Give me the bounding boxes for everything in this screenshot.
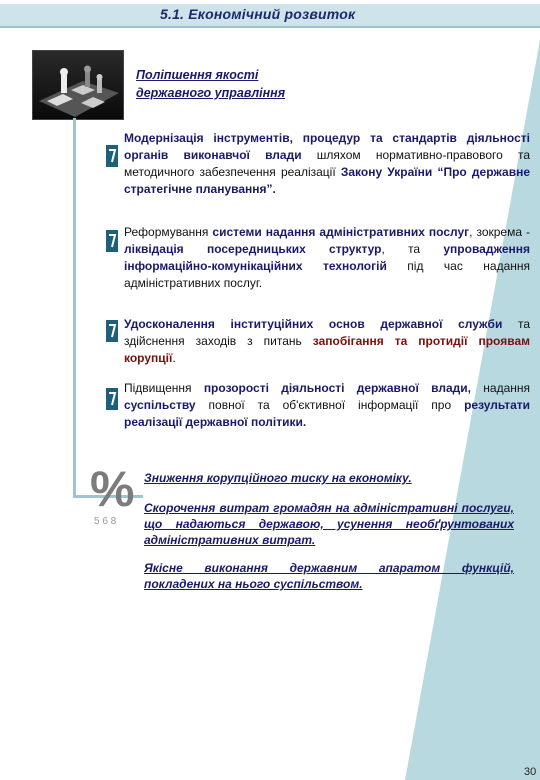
p3-red-1: запобігання та протидії проявам корупції xyxy=(124,334,530,365)
paragraph-reform xyxy=(124,224,530,292)
section-heading[interactable] xyxy=(136,66,326,102)
link-reduce-costs[interactable]: Скорочення витрат громадян на адміністративні послуги, що надаються державою, усунення необґрунтованих адміністративних витрат. xyxy=(144,501,514,547)
heading-line-1: Поліпшення якості xyxy=(136,68,259,82)
paragraph-modernization xyxy=(124,130,530,198)
p4-bold-3: результати реалізації державної політики. xyxy=(124,398,530,429)
p2-text-4: під час надання адміністративних послуг. xyxy=(124,259,530,290)
percent-icon xyxy=(88,460,140,530)
arrow-bullet-icon xyxy=(106,320,118,342)
p1-bold-1: Модернізація інструментів, процедур та стандартів діяльності органів виконавчої влади xyxy=(124,131,530,162)
page-number: 30 xyxy=(524,766,537,778)
connector-vertical-line xyxy=(73,118,76,498)
p2-bold-2: ліквідація посередницьких структур xyxy=(124,242,382,256)
heading-line-2: державного управління xyxy=(136,86,286,100)
page-title: 5.1. Економічний розвиток xyxy=(160,6,356,22)
p3-text-1: та здійснення заходів з питань xyxy=(124,317,531,348)
p4-text-1: Підвищення xyxy=(124,381,204,395)
svg-text:%: % xyxy=(90,461,135,517)
p2-text-3: , та xyxy=(381,242,444,256)
arrow-bullet-icon xyxy=(106,230,118,252)
p2-bold-1: системи надання адміністративних послуг xyxy=(212,225,470,239)
p3-text-2: . xyxy=(172,351,176,365)
paragraph-civil-service xyxy=(124,316,530,367)
paragraph-transparency xyxy=(124,380,530,431)
arrow-bullet-icon xyxy=(106,388,118,410)
chess-thumbnail xyxy=(32,50,124,120)
p2-bold-3: упровадження інформаційно-комунікаційних технологій xyxy=(124,242,530,273)
p1-text-1: шляхом нормативно-правового та методичного забезпечення реалізації xyxy=(124,148,530,179)
svg-text:5 6 8: 5 6 8 xyxy=(94,516,117,527)
p4-text-3: повної та об'єктивної інформації про xyxy=(195,398,465,412)
p2-text-2: , зокрема - xyxy=(469,225,530,239)
arrow-bullet-icon xyxy=(106,145,118,167)
p1-bold-2: Закону України “Про державне стратегічне планування”. xyxy=(124,165,531,196)
p4-bold-2: суспільству xyxy=(124,398,196,412)
header-rule xyxy=(0,26,540,28)
p4-text-2: надання xyxy=(471,381,531,395)
p3-bold-1: Удосконалення інституційних основ державної служби xyxy=(124,317,503,331)
p2-text-1: Реформування xyxy=(124,225,213,239)
link-quality-functions[interactable]: Якісне виконання державним апаратом функцій, покладених на нього суспільством. xyxy=(144,561,514,591)
p4-bold-1: прозорості діяльності державної влади, xyxy=(203,381,471,395)
link-reduce-corruption[interactable]: Зниження корупційного тиску на економіку. xyxy=(144,471,412,485)
